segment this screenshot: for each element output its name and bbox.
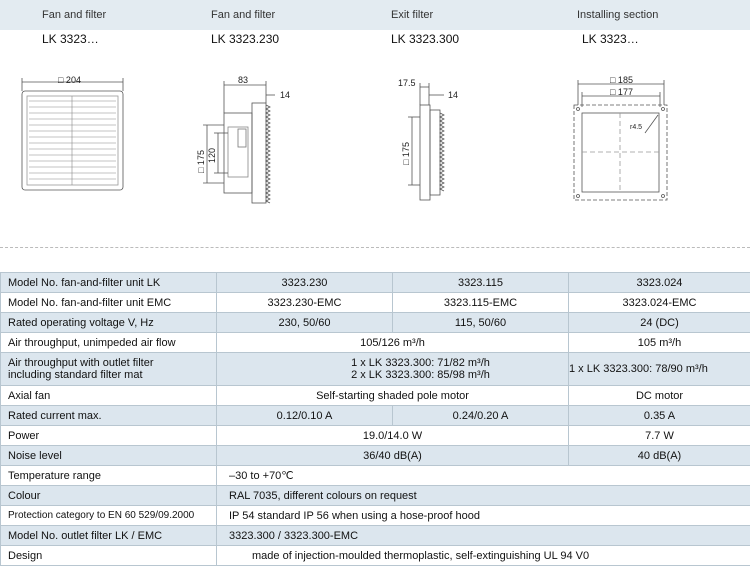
table-row-temperature xyxy=(1,466,750,486)
row-label: Power xyxy=(1,426,217,446)
fan-filter-front-drawing xyxy=(22,78,123,190)
cell: 115, 50/60 xyxy=(393,313,569,333)
cell: 36/40 dB(A) xyxy=(217,446,569,466)
cell-3323-230: 3323.230 xyxy=(217,273,393,293)
cell: 0.24/0.20 A xyxy=(393,406,569,426)
cell: 40 dB(A) xyxy=(569,446,750,466)
table-row-power xyxy=(1,426,750,446)
installing-section-drawing xyxy=(574,80,667,200)
row-label: Protection category to EN 60 529/09.2000 xyxy=(1,506,217,526)
dim-120: 120 xyxy=(207,147,217,163)
header-fan-and-filter-2: Fan and filter xyxy=(211,9,276,21)
cell: Self-starting shaded pole motor xyxy=(217,386,569,406)
model-lk-3323-230: LK 3323.230 xyxy=(211,32,280,46)
cell: 105/126 m³/h xyxy=(217,333,569,353)
row-label xyxy=(1,353,217,386)
cell: 7.7 W xyxy=(569,426,750,446)
table-row-voltage xyxy=(1,313,750,333)
dim-14-a: 14 xyxy=(280,90,291,100)
model-lk-3323-300: LK 3323.300 xyxy=(391,32,460,46)
cell: 3323.024-EMC xyxy=(569,293,750,313)
model-lk-3323: LK 3323… xyxy=(42,32,99,46)
dim-204: □ 204 xyxy=(58,75,81,85)
row-label-line-1: Air throughput with outlet filter xyxy=(8,357,154,369)
dim-14-b: 14 xyxy=(448,90,459,100)
cell: 24 (DC) xyxy=(569,313,750,333)
table-row-outlet-filter xyxy=(1,526,750,546)
cell: RAL 7035, different colours on request xyxy=(217,486,750,506)
table-row-colour xyxy=(1,486,750,506)
table-row-model-emc xyxy=(1,293,750,313)
cell xyxy=(217,353,569,386)
cell: 3323.300 / 3323.300-EMC xyxy=(217,526,750,546)
cell: 3323.230-EMC xyxy=(217,293,393,313)
cell-3323-024: 3323.024 xyxy=(569,273,750,293)
dim-175-b: □ 175 xyxy=(401,142,411,165)
dim-17-5: 17.5 xyxy=(398,78,416,88)
row-label: Rated current max. xyxy=(1,406,217,426)
cell: 0.12/0.10 A xyxy=(217,406,393,426)
header-fan-and-filter-1: Fan and filter xyxy=(42,9,107,21)
row-label: Model No. fan-and-filter unit EMC xyxy=(1,293,217,313)
dim-177: □ 177 xyxy=(610,87,633,97)
cell: made of injection-moulded thermoplastic, self-extinguishing UL 94 V0 xyxy=(217,546,750,566)
cell-3323-115: 3323.115 xyxy=(393,273,569,293)
exit-filter-side-drawing xyxy=(408,83,444,200)
cell-line-2: 2 x LK 3323.300: 85/98 m³/h xyxy=(351,369,490,381)
row-label: Model No. fan-and-filter unit LK xyxy=(1,273,217,293)
dim-175-a: □ 175 xyxy=(196,150,206,173)
cell: 1 x LK 3323.300: 78/90 m³/h xyxy=(569,353,750,386)
row-label-line-2: including standard filter mat xyxy=(8,369,143,381)
dim-185: □ 185 xyxy=(610,75,633,85)
specification-table xyxy=(0,272,750,566)
row-label: Air throughput, unimpeded air flow xyxy=(1,333,217,353)
section-divider xyxy=(0,247,750,248)
row-label: Colour xyxy=(1,486,217,506)
header-exit-filter: Exit filter xyxy=(391,9,434,21)
dim-r4-5: r4.5 xyxy=(630,124,643,131)
model-lk-3323-installing: LK 3323… xyxy=(582,32,639,46)
row-label: Axial fan xyxy=(1,386,217,406)
cell: 3323.115-EMC xyxy=(393,293,569,313)
row-label: Design xyxy=(1,546,217,566)
table-row-axial-fan xyxy=(1,386,750,406)
table-row-design xyxy=(1,546,750,566)
technical-drawings xyxy=(0,55,750,235)
cell: 19.0/14.0 W xyxy=(217,426,569,446)
row-label: Model No. outlet filter LK / EMC xyxy=(1,526,217,546)
table-row-air-throughput xyxy=(1,333,750,353)
table-row-noise xyxy=(1,446,750,466)
cell: 0.35 A xyxy=(569,406,750,426)
cell: DC motor xyxy=(569,386,750,406)
cell: –30 to +70℃ xyxy=(217,466,750,486)
cell: 105 m³/h xyxy=(569,333,750,353)
row-label: Temperature range xyxy=(1,466,217,486)
cell-line-1: 1 x LK 3323.300: 71/82 m³/h xyxy=(351,357,490,369)
row-label: Rated operating voltage V, Hz xyxy=(1,313,217,333)
row-label: Noise level xyxy=(1,446,217,466)
dim-83: 83 xyxy=(238,75,249,85)
fan-filter-side-drawing xyxy=(203,81,275,203)
table-row-air-throughput-filter xyxy=(1,353,750,386)
cell: IP 54 standard IP 56 when using a hose-proof hood xyxy=(217,506,750,526)
header-installing-section: Installing section xyxy=(577,9,659,21)
table-row-model-lk xyxy=(1,273,750,293)
table-row-protection xyxy=(1,506,750,526)
table-row-rated-current xyxy=(1,406,750,426)
cell: 230, 50/60 xyxy=(217,313,393,333)
